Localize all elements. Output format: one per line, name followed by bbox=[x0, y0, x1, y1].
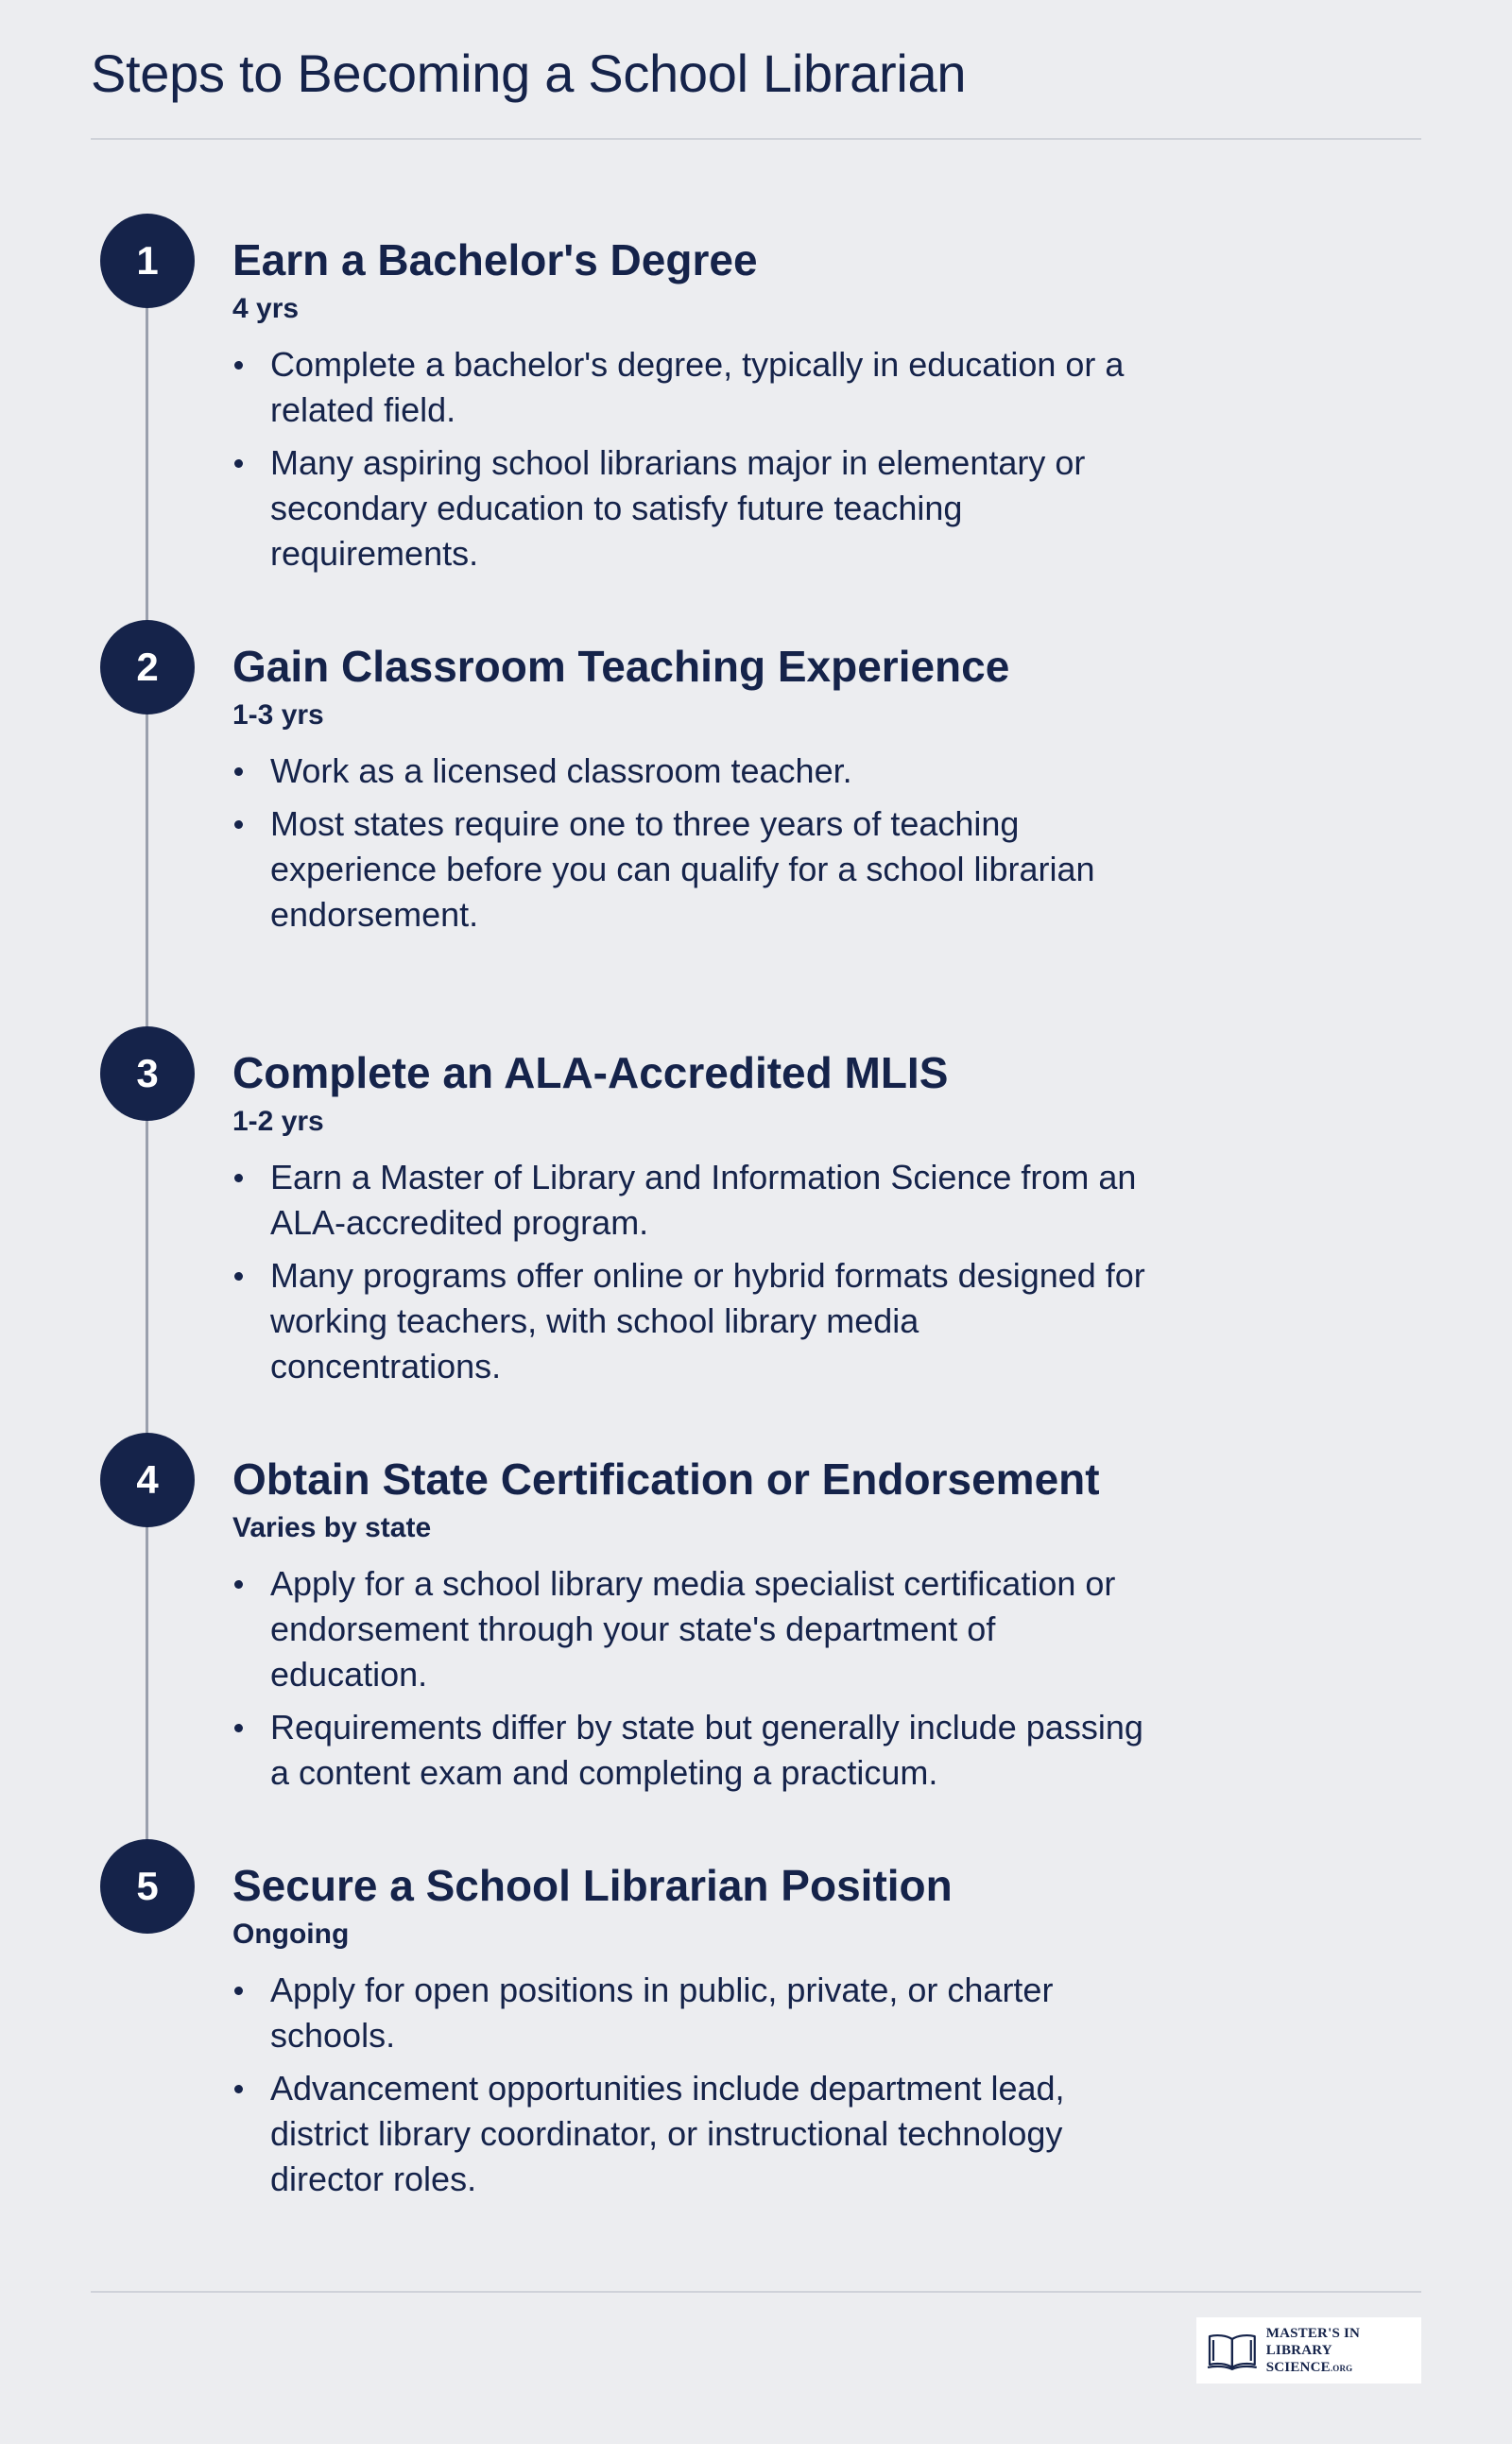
bullet-icon bbox=[234, 1174, 243, 1182]
logo-line-2-text: LIBRARY SCIENCE bbox=[1265, 2342, 1332, 2375]
step-duration: 4 yrs bbox=[232, 293, 300, 324]
step-number-badge: 4 bbox=[100, 1433, 195, 1527]
bullet-item bbox=[232, 1705, 1159, 1796]
bullet-item bbox=[232, 1253, 1159, 1389]
step-duration: 1-2 yrs bbox=[232, 1106, 324, 1137]
bullet-text: Many programs offer online or hybrid formats designed for working teachers, with school library media concentrations. bbox=[270, 1256, 1145, 1386]
step-bullet-list bbox=[232, 749, 1159, 945]
header-divider bbox=[91, 138, 1421, 140]
bullet-text: Apply for open positions in public, private, or charter schools. bbox=[270, 1971, 1054, 2055]
step-duration: Varies by state bbox=[232, 1512, 432, 1543]
logo-wordmark bbox=[1266, 2325, 1421, 2377]
bullet-text: Requirements differ by state but generally include passing a content exam and completing a practicum. bbox=[270, 1708, 1143, 1792]
bullet-text: Apply for a school library media specialist certification or endorsement through your state's department of education. bbox=[270, 1564, 1116, 1694]
step-number-badge: 2 bbox=[100, 620, 195, 714]
step-bullet-list bbox=[232, 1968, 1159, 2210]
logo-line-2 bbox=[1266, 2342, 1421, 2377]
bullet-item bbox=[232, 801, 1159, 938]
bullet-icon bbox=[234, 2085, 243, 2093]
bullet-icon bbox=[234, 361, 243, 370]
step-bullet-list bbox=[232, 342, 1159, 584]
open-book-icon bbox=[1206, 2330, 1259, 2371]
bullet-text: Complete a bachelor's degree, typically in education or a related field. bbox=[270, 345, 1125, 429]
bullet-text: Work as a licensed classroom teacher. bbox=[270, 751, 852, 790]
step-number-badge: 1 bbox=[100, 214, 195, 308]
bullet-text: Earn a Master of Library and Information Science from an ALA-accredited program. bbox=[270, 1158, 1137, 1242]
bullet-text: Many aspiring school librarians major in elementary or secondary education to satisfy future teaching requirements. bbox=[270, 443, 1086, 573]
bullet-item bbox=[232, 1561, 1159, 1697]
bullet-item bbox=[232, 1155, 1159, 1246]
bullet-text: Most states require one to three years of teaching experience before you can qualify for a school librarian endorsement. bbox=[270, 804, 1095, 934]
bullet-text: Advancement opportunities include department lead, district library coordinator, or instructional technology director roles. bbox=[270, 2069, 1065, 2198]
logo-suffix: .ORG bbox=[1330, 2363, 1353, 2373]
step-number-badge: 5 bbox=[100, 1839, 195, 1934]
bullet-item bbox=[232, 1968, 1159, 2058]
footer-divider bbox=[91, 2291, 1421, 2293]
step-bullet-list bbox=[232, 1561, 1159, 1803]
step-title: Secure a School Librarian Position bbox=[232, 1861, 953, 1910]
step-duration: Ongoing bbox=[232, 1919, 350, 1950]
page-title: Steps to Becoming a School Librarian bbox=[91, 43, 967, 103]
step-title: Gain Classroom Teaching Experience bbox=[232, 642, 1010, 691]
step-title: Earn a Bachelor's Degree bbox=[232, 235, 758, 284]
logo-line-1: MASTER'S IN bbox=[1265, 2325, 1361, 2341]
step-title: Obtain State Certification or Endorsement bbox=[232, 1454, 1100, 1504]
step-bullet-list bbox=[232, 1155, 1159, 1397]
bullet-icon bbox=[234, 767, 243, 776]
bullet-icon bbox=[234, 1724, 243, 1732]
bullet-item bbox=[232, 342, 1159, 433]
step-title: Complete an ALA-Accredited MLIS bbox=[232, 1048, 949, 1097]
bullet-icon bbox=[234, 1580, 243, 1589]
bullet-icon bbox=[234, 820, 243, 829]
bullet-item bbox=[232, 2066, 1159, 2202]
bullet-item bbox=[232, 440, 1159, 577]
bullet-icon bbox=[234, 1272, 243, 1281]
site-logo[interactable] bbox=[1196, 2317, 1421, 2384]
bullet-item bbox=[232, 749, 1159, 794]
step-duration: 1-3 yrs bbox=[232, 699, 324, 731]
bullet-icon bbox=[234, 1987, 243, 1995]
step-number-badge: 3 bbox=[100, 1026, 195, 1121]
bullet-icon bbox=[234, 459, 243, 468]
